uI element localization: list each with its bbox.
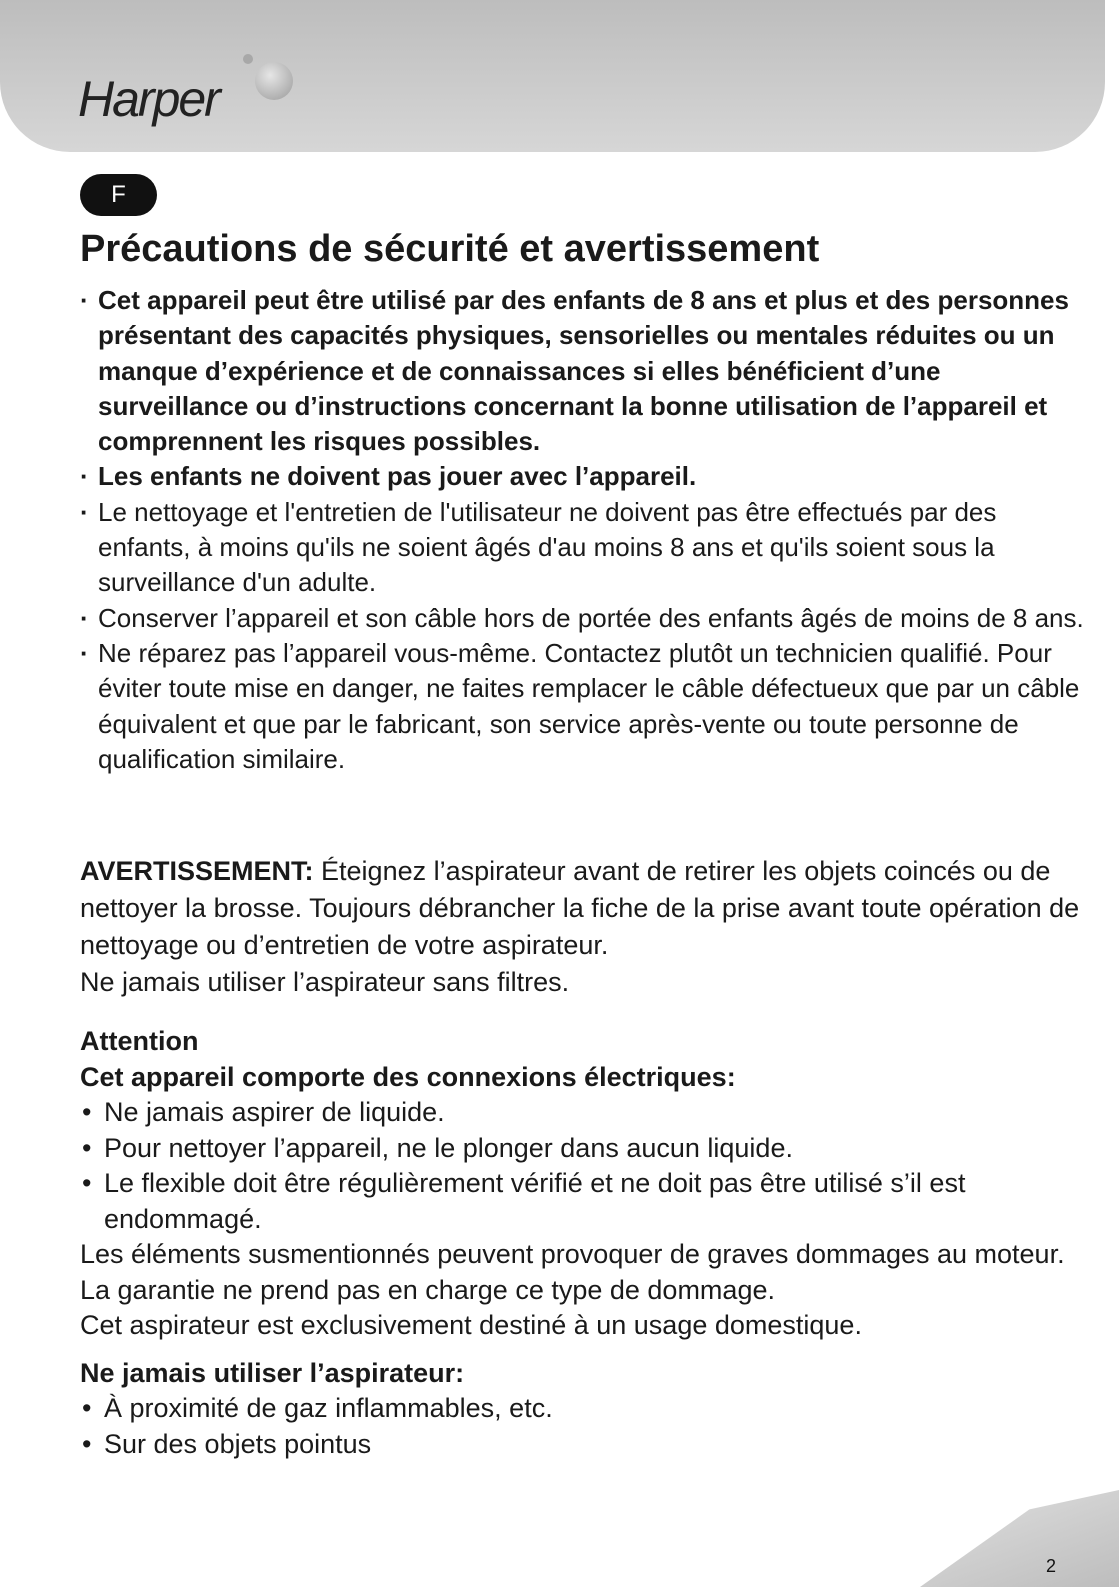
never-use-item: • À proximité de gaz inflammables, etc. bbox=[80, 1391, 1090, 1427]
page-corner-shape bbox=[920, 1490, 1119, 1587]
domestic-note: Cet aspirateur est exclusivement destiné à un usage domestique. bbox=[80, 1310, 862, 1340]
attention-item: • Le flexible doit être régulièrement vérifié et ne doit pas être utilisé s’il est endommagé. bbox=[80, 1166, 1090, 1237]
logo-dot-big bbox=[255, 62, 293, 100]
attention-item: • Ne jamais aspirer de liquide. bbox=[80, 1095, 1090, 1131]
safety-item: · Cet appareil peut être utilisé par des enfants de 8 ans et plus et des personnes présentant des capacités physiques, sensorielles ou mentales réduites ou un manque d’expérience et de connaissances si elles bénéficient d’une surveillance ou d’instructions concernant la bonne utilisation de l’appareil et comprennent les risques possibles. bbox=[80, 283, 1090, 459]
page-title: Précautions de sécurité et avertissement bbox=[80, 228, 820, 270]
attention-item: • Pour nettoyer l’appareil, ne le plonger dans aucun liquide. bbox=[80, 1131, 1090, 1167]
warning-paragraph bbox=[80, 853, 1090, 964]
warning-text: Éteignez l’aspirateur avant de retirer les objets coincés ou de nettoyer la brosse. Toujours débrancher la fiche de la prise avant toute opération de nettoyage ou d’entretien de votre aspirateur. bbox=[80, 856, 1080, 960]
safety-item: · Ne réparez pas l’appareil vous-même. Contactez plutôt un technicien qualifié. Pour éviter toute mise en danger, ne faites remplacer le câble défectueux que par un câble équivalent et que par le fabricant, son service après-vente ou toute personne de qualification similaire. bbox=[80, 636, 1090, 777]
attention-subheading: Cet appareil comporte des connexions électriques: bbox=[80, 1061, 736, 1092]
safety-section bbox=[80, 283, 1090, 777]
warning-section bbox=[80, 853, 1090, 1001]
safety-item: · Le nettoyage et l'entretien de l'utilisateur ne doivent pas être effectués par des enfants, à moins qu'ils ne soient âgés d'au moins 8 ans et qu'ils soient sous la surveillance d'un adulte. bbox=[80, 495, 1090, 601]
never-use-list bbox=[80, 1391, 1090, 1462]
logo-dot-small bbox=[243, 54, 253, 64]
logo-text: Harper bbox=[78, 71, 219, 127]
never-use-item: • Sur des objets pointus bbox=[80, 1427, 1090, 1463]
damage-note: Les éléments susmentionnés peuvent provoquer de graves dommages au moteur. La garantie ne prend pas en charge ce type de dommage. bbox=[80, 1239, 1065, 1305]
attention-list bbox=[80, 1095, 1090, 1237]
page-number: 2 bbox=[1046, 1556, 1057, 1576]
attention-heading: Attention bbox=[80, 1026, 199, 1056]
filters-note: Ne jamais utiliser l’aspirateur sans filtres. bbox=[80, 967, 570, 997]
language-badge: F bbox=[80, 174, 157, 216]
attention-section bbox=[80, 1024, 1090, 1462]
safety-item: · Conserver l’appareil et son câble hors de portée des enfants âgés de moins de 8 ans. bbox=[80, 601, 1090, 636]
safety-list bbox=[80, 283, 1090, 777]
safety-item: · Les enfants ne doivent pas jouer avec l’appareil. bbox=[80, 459, 1090, 494]
never-use-heading: Ne jamais utiliser l’aspirateur: bbox=[80, 1357, 465, 1388]
warning-label: AVERTISSEMENT: bbox=[80, 856, 314, 886]
harper-logo bbox=[78, 52, 308, 152]
